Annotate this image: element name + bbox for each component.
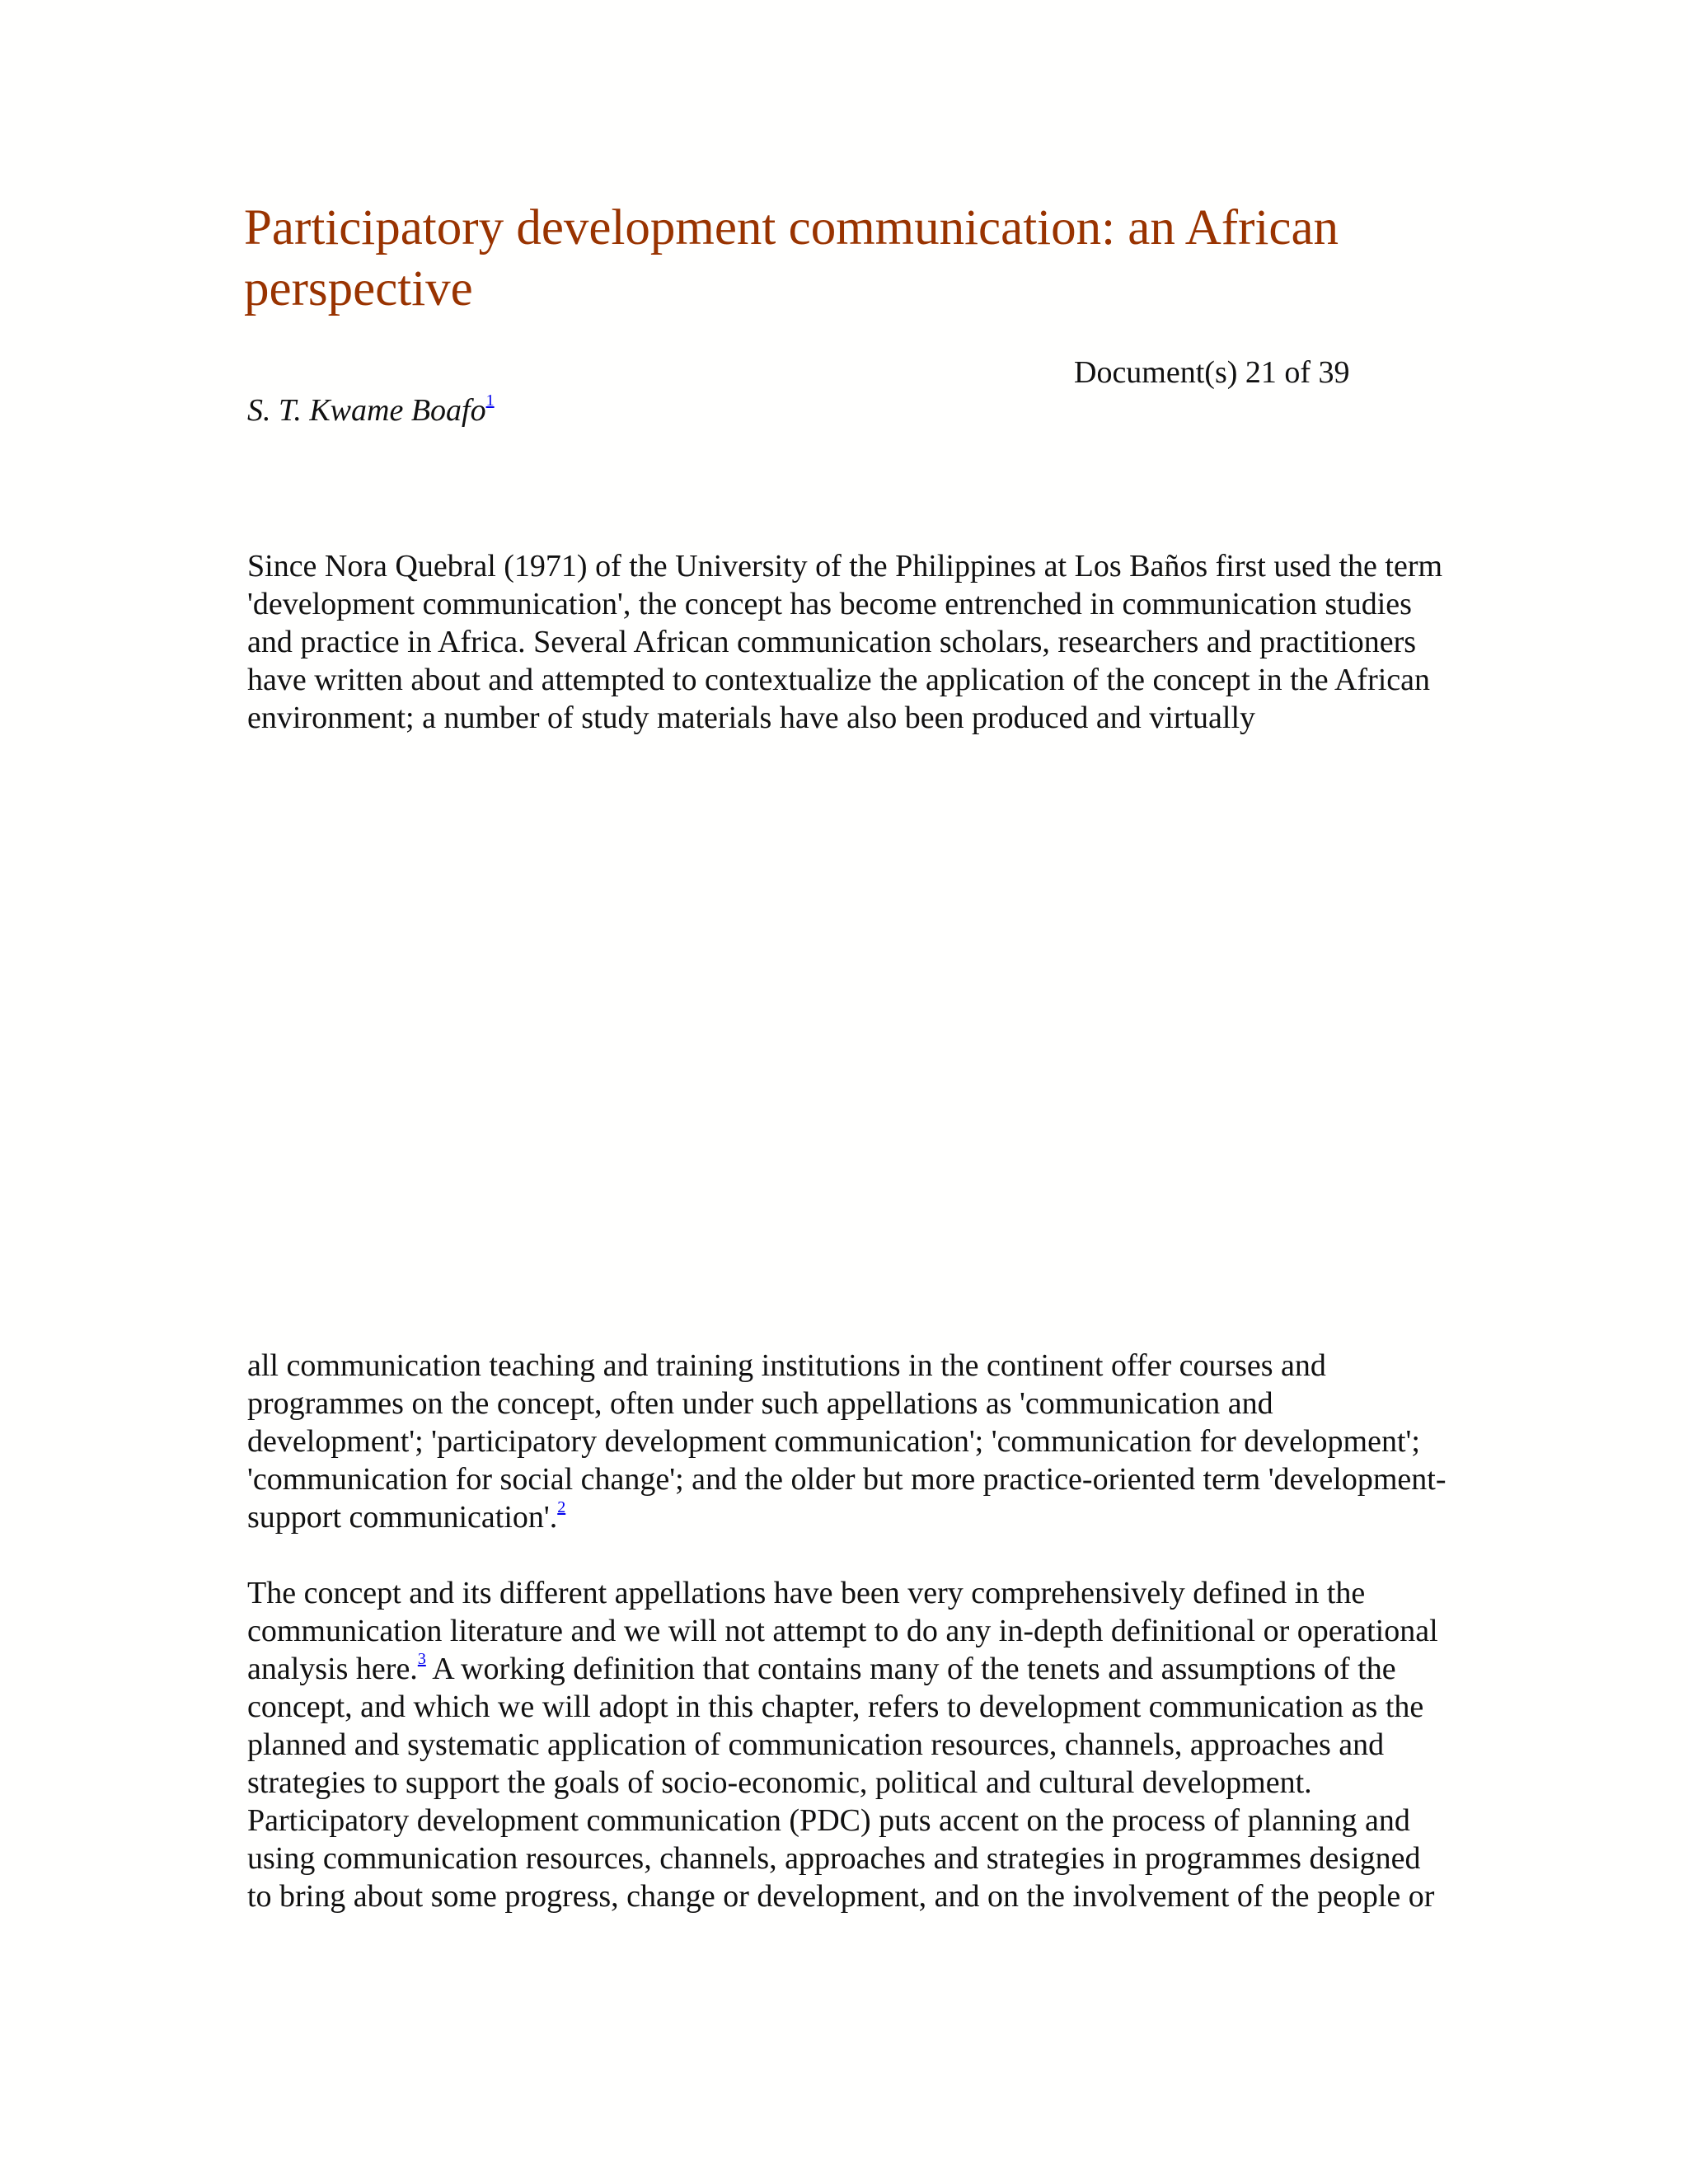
- paragraph-2-text: all communication teaching and training institutions in the continent offer courses and programmes on the concept, often under such appellations as 'communication and development'; 'participatory development communication'; 'communication for development'; 'communication for social change'; and the older but more practice-oriented term 'development-support communication'.: [247, 1348, 1447, 1535]
- footnote-link-1[interactable]: 1: [485, 391, 495, 410]
- paragraph-1: Since Nora Quebral (1971) of the University of the Philippines at Los Baños first used the term 'development communication', the concept has become entrenched in communication studies and practice in Africa. Several African communication scholars, researchers and practitioners have written about and attempted to contextualize the application of the concept in the African environment; a number of study materials have also been produced and virtually: [247, 549, 1443, 735]
- paragraph-3-text-b: A working definition that contains many of the tenets and assumptions of the concept, and which we will adopt in this chapter, refers to development communication as the planned and systematic application of communication resources, channels, approaches and strategies to support the goals of socio-economic, political and cultural development. Participatory development communication (PDC) puts accent on the process of planning and using communication resources, channels, approaches and strategies in programmes designed to bring about some progress, change or development, and on the involvement of the people or: [247, 1652, 1435, 1914]
- footnote-ref-2: [557, 1498, 565, 1516]
- paragraph-3: [247, 1574, 1451, 1915]
- footnote-ref-3: [418, 1650, 426, 1668]
- paragraph-3-text-a: The concept and its different appellations have been very comprehensively defined in the communication literature and we will not attempt to do any in-depth definitional or operational analysis here.: [247, 1576, 1438, 1686]
- footnote-link-2[interactable]: 2: [557, 1498, 566, 1516]
- page-title: Participatory development communication: an African perspective: [244, 200, 1339, 316]
- document-counter: Document(s) 21 of 39: [1074, 355, 1350, 390]
- paragraph-2: [247, 1347, 1451, 1536]
- author-name: S. T. Kwame Boafo: [247, 393, 486, 428]
- footnote-link-3[interactable]: 3: [417, 1650, 426, 1668]
- author-line: [247, 392, 495, 429]
- footnote-ref-1: [486, 391, 495, 410]
